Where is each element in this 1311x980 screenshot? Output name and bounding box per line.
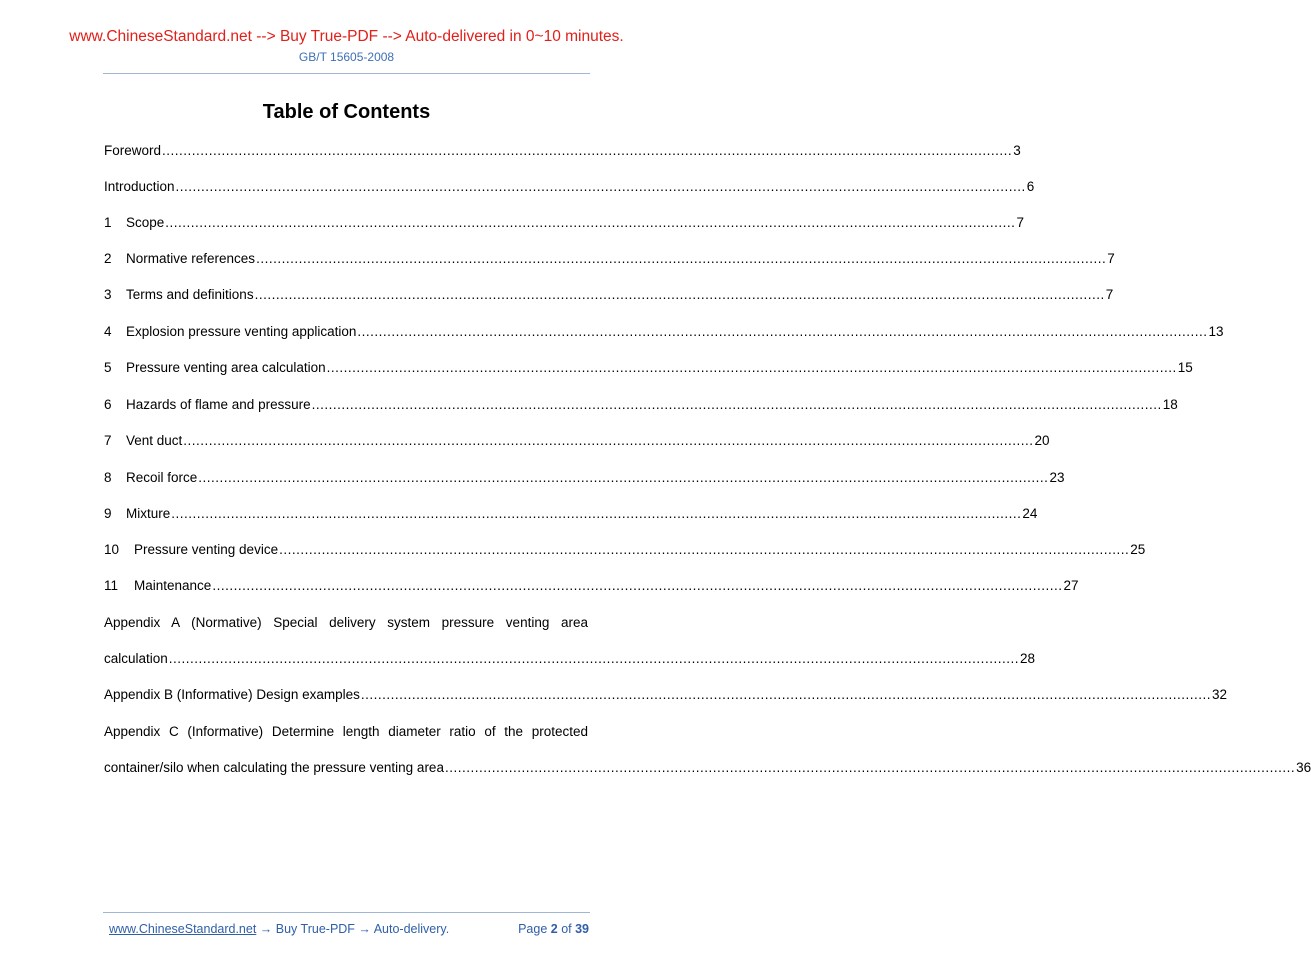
toc-entry-label: Maintenance bbox=[134, 578, 212, 593]
toc-entry-appendix-a[interactable] bbox=[104, 651, 1035, 669]
dot-leader: ........................................................................................................................................................................................................ bbox=[198, 470, 1049, 485]
dot-leader: ........................................................................................................................................................................................................ bbox=[254, 287, 1105, 302]
toc-entry-venting-device[interactable] bbox=[104, 542, 1146, 560]
dot-leader: ........................................................................................................................................................................................................ bbox=[168, 651, 1019, 666]
toc-entry-venting-area-calculation[interactable] bbox=[104, 360, 1193, 378]
dot-leader: ........................................................................................................................................................................................................ bbox=[311, 397, 1162, 412]
top-banner[interactable]: www.ChineseStandard.net --> Buy True-PDF --> Auto-delivered in 0~10 minutes. bbox=[69, 28, 624, 45]
header-divider bbox=[103, 73, 590, 74]
toc-entry-page: 7 bbox=[1016, 215, 1024, 230]
toc-entry-label: Introduction bbox=[104, 179, 175, 194]
toc-entry-label: Normative references bbox=[126, 251, 256, 266]
page-current: 2 bbox=[550, 922, 558, 936]
dot-leader: ........................................................................................................................................................................................................ bbox=[162, 143, 1013, 158]
toc-entry-page: 7 bbox=[1107, 251, 1115, 266]
page-indicator bbox=[518, 922, 589, 936]
toc-entry-introduction[interactable] bbox=[104, 179, 1035, 197]
toc-entry-page: 25 bbox=[1130, 542, 1146, 557]
toc-entry-appendix-c[interactable] bbox=[104, 760, 1311, 778]
toc-entry-page: 15 bbox=[1177, 360, 1193, 375]
toc-entry-label: Vent duct bbox=[126, 433, 183, 448]
toc-entry-number: 11 bbox=[104, 578, 119, 593]
toc-entry-mixture[interactable] bbox=[104, 506, 1038, 524]
dot-leader: ........................................................................................................................................................................................................ bbox=[326, 360, 1177, 375]
toc-entry-label: Recoil force bbox=[126, 470, 198, 485]
toc-entry-maintenance[interactable] bbox=[104, 578, 1079, 596]
toc-entry-page: 36 bbox=[1296, 760, 1311, 775]
toc-entry-label: Appendix B (Informative) Design examples bbox=[104, 687, 360, 702]
toc-entry-vent-duct[interactable] bbox=[104, 433, 1050, 451]
toc-title: Table of Contents bbox=[262, 101, 431, 123]
page-prefix: Page bbox=[518, 922, 551, 936]
footer-tagline: → Buy True-PDF → Auto-delivery. bbox=[256, 922, 450, 936]
toc-entry-label: Explosion pressure venting application bbox=[126, 324, 357, 339]
footer-divider bbox=[103, 912, 590, 913]
footer-site-link[interactable]: www.ChineseStandard.net bbox=[109, 922, 257, 936]
toc-entry-explosion-venting-application[interactable] bbox=[104, 324, 1224, 342]
dot-leader: ........................................................................................................................................................................................................ bbox=[183, 433, 1034, 448]
toc-entry-appendix-c-line1[interactable]: Appendix C (Informative) Determine length diameter ratio of the protected bbox=[104, 724, 588, 739]
toc-entry-hazards[interactable] bbox=[104, 397, 1178, 415]
toc-entry-page: 13 bbox=[1208, 324, 1224, 339]
toc-entry-scope[interactable] bbox=[104, 215, 1024, 233]
dot-leader: ........................................................................................................................................................................................................ bbox=[165, 215, 1016, 230]
toc-entry-page: 7 bbox=[1105, 287, 1114, 302]
dot-leader: ........................................................................................................................................................................................................ bbox=[360, 687, 1212, 702]
toc-entry-label: Mixture bbox=[126, 506, 171, 521]
dot-leader: ........................................................................................................................................................................................................ bbox=[171, 506, 1022, 521]
footer-left bbox=[109, 922, 449, 936]
document-code: GB/T 15605-2008 bbox=[298, 50, 395, 64]
toc-entry-number: 4 bbox=[104, 324, 112, 339]
toc-entry-page: 24 bbox=[1022, 506, 1038, 521]
toc-entry-appendix-b[interactable] bbox=[104, 687, 1228, 705]
toc-entry-label: calculation bbox=[104, 651, 168, 666]
toc-entry-number: 6 bbox=[104, 397, 112, 412]
toc-entry-label: Hazards of flame and pressure bbox=[126, 397, 311, 412]
toc-entry-foreword[interactable] bbox=[104, 143, 1021, 161]
toc-entry-page: 18 bbox=[1162, 397, 1178, 412]
toc-entry-label: Foreword bbox=[104, 143, 162, 158]
toc-entry-terms-definitions[interactable] bbox=[104, 287, 1114, 305]
dot-leader: ........................................................................................................................................................................................................ bbox=[212, 578, 1063, 593]
toc-entry-page: 20 bbox=[1034, 433, 1050, 448]
toc-entry-number: 3 bbox=[104, 287, 112, 302]
toc-entry-label: Pressure venting area calculation bbox=[126, 360, 326, 375]
toc-entry-number: 10 bbox=[104, 542, 120, 557]
toc-entry-number: 5 bbox=[104, 360, 112, 375]
toc-entry-recoil-force[interactable] bbox=[104, 470, 1065, 488]
toc-entry-page: 6 bbox=[1026, 179, 1035, 194]
toc-entry-number: 7 bbox=[104, 433, 112, 448]
toc-entry-label: Pressure venting device bbox=[134, 542, 279, 557]
toc-entry-number: 1 bbox=[104, 215, 112, 230]
dot-leader: ........................................................................................................................................................................................................ bbox=[256, 251, 1107, 266]
toc-entry-page: 23 bbox=[1049, 470, 1065, 485]
dot-leader: ........................................................................................................................................................................................................ bbox=[444, 760, 1296, 775]
toc-entry-page: 3 bbox=[1013, 143, 1021, 158]
toc-entry-page: 28 bbox=[1019, 651, 1035, 666]
toc-entry-label: Scope bbox=[126, 215, 165, 230]
toc-entry-number: 9 bbox=[104, 506, 112, 521]
toc-entry-normative-references[interactable] bbox=[104, 251, 1115, 269]
dot-leader: ........................................................................................................................................................................................................ bbox=[279, 542, 1130, 557]
page-total: 39 bbox=[575, 922, 589, 936]
dot-leader: ........................................................................................................................................................................................................ bbox=[357, 324, 1208, 339]
toc-entry-label: container/silo when calculating the pressure venting area bbox=[104, 760, 444, 775]
toc-entry-label: Terms and definitions bbox=[126, 287, 254, 302]
toc-entry-page: 27 bbox=[1063, 578, 1079, 593]
dot-leader: ........................................................................................................................................................................................................ bbox=[175, 179, 1026, 194]
page-footer bbox=[109, 922, 589, 936]
toc-entry-number: 2 bbox=[104, 251, 112, 266]
toc-entry-number: 8 bbox=[104, 470, 112, 485]
toc-entry-page: 32 bbox=[1212, 687, 1228, 702]
page-of: of bbox=[557, 922, 576, 936]
toc-entry-appendix-a-line1[interactable]: Appendix A (Normative) Special delivery system pressure venting area bbox=[104, 615, 588, 630]
